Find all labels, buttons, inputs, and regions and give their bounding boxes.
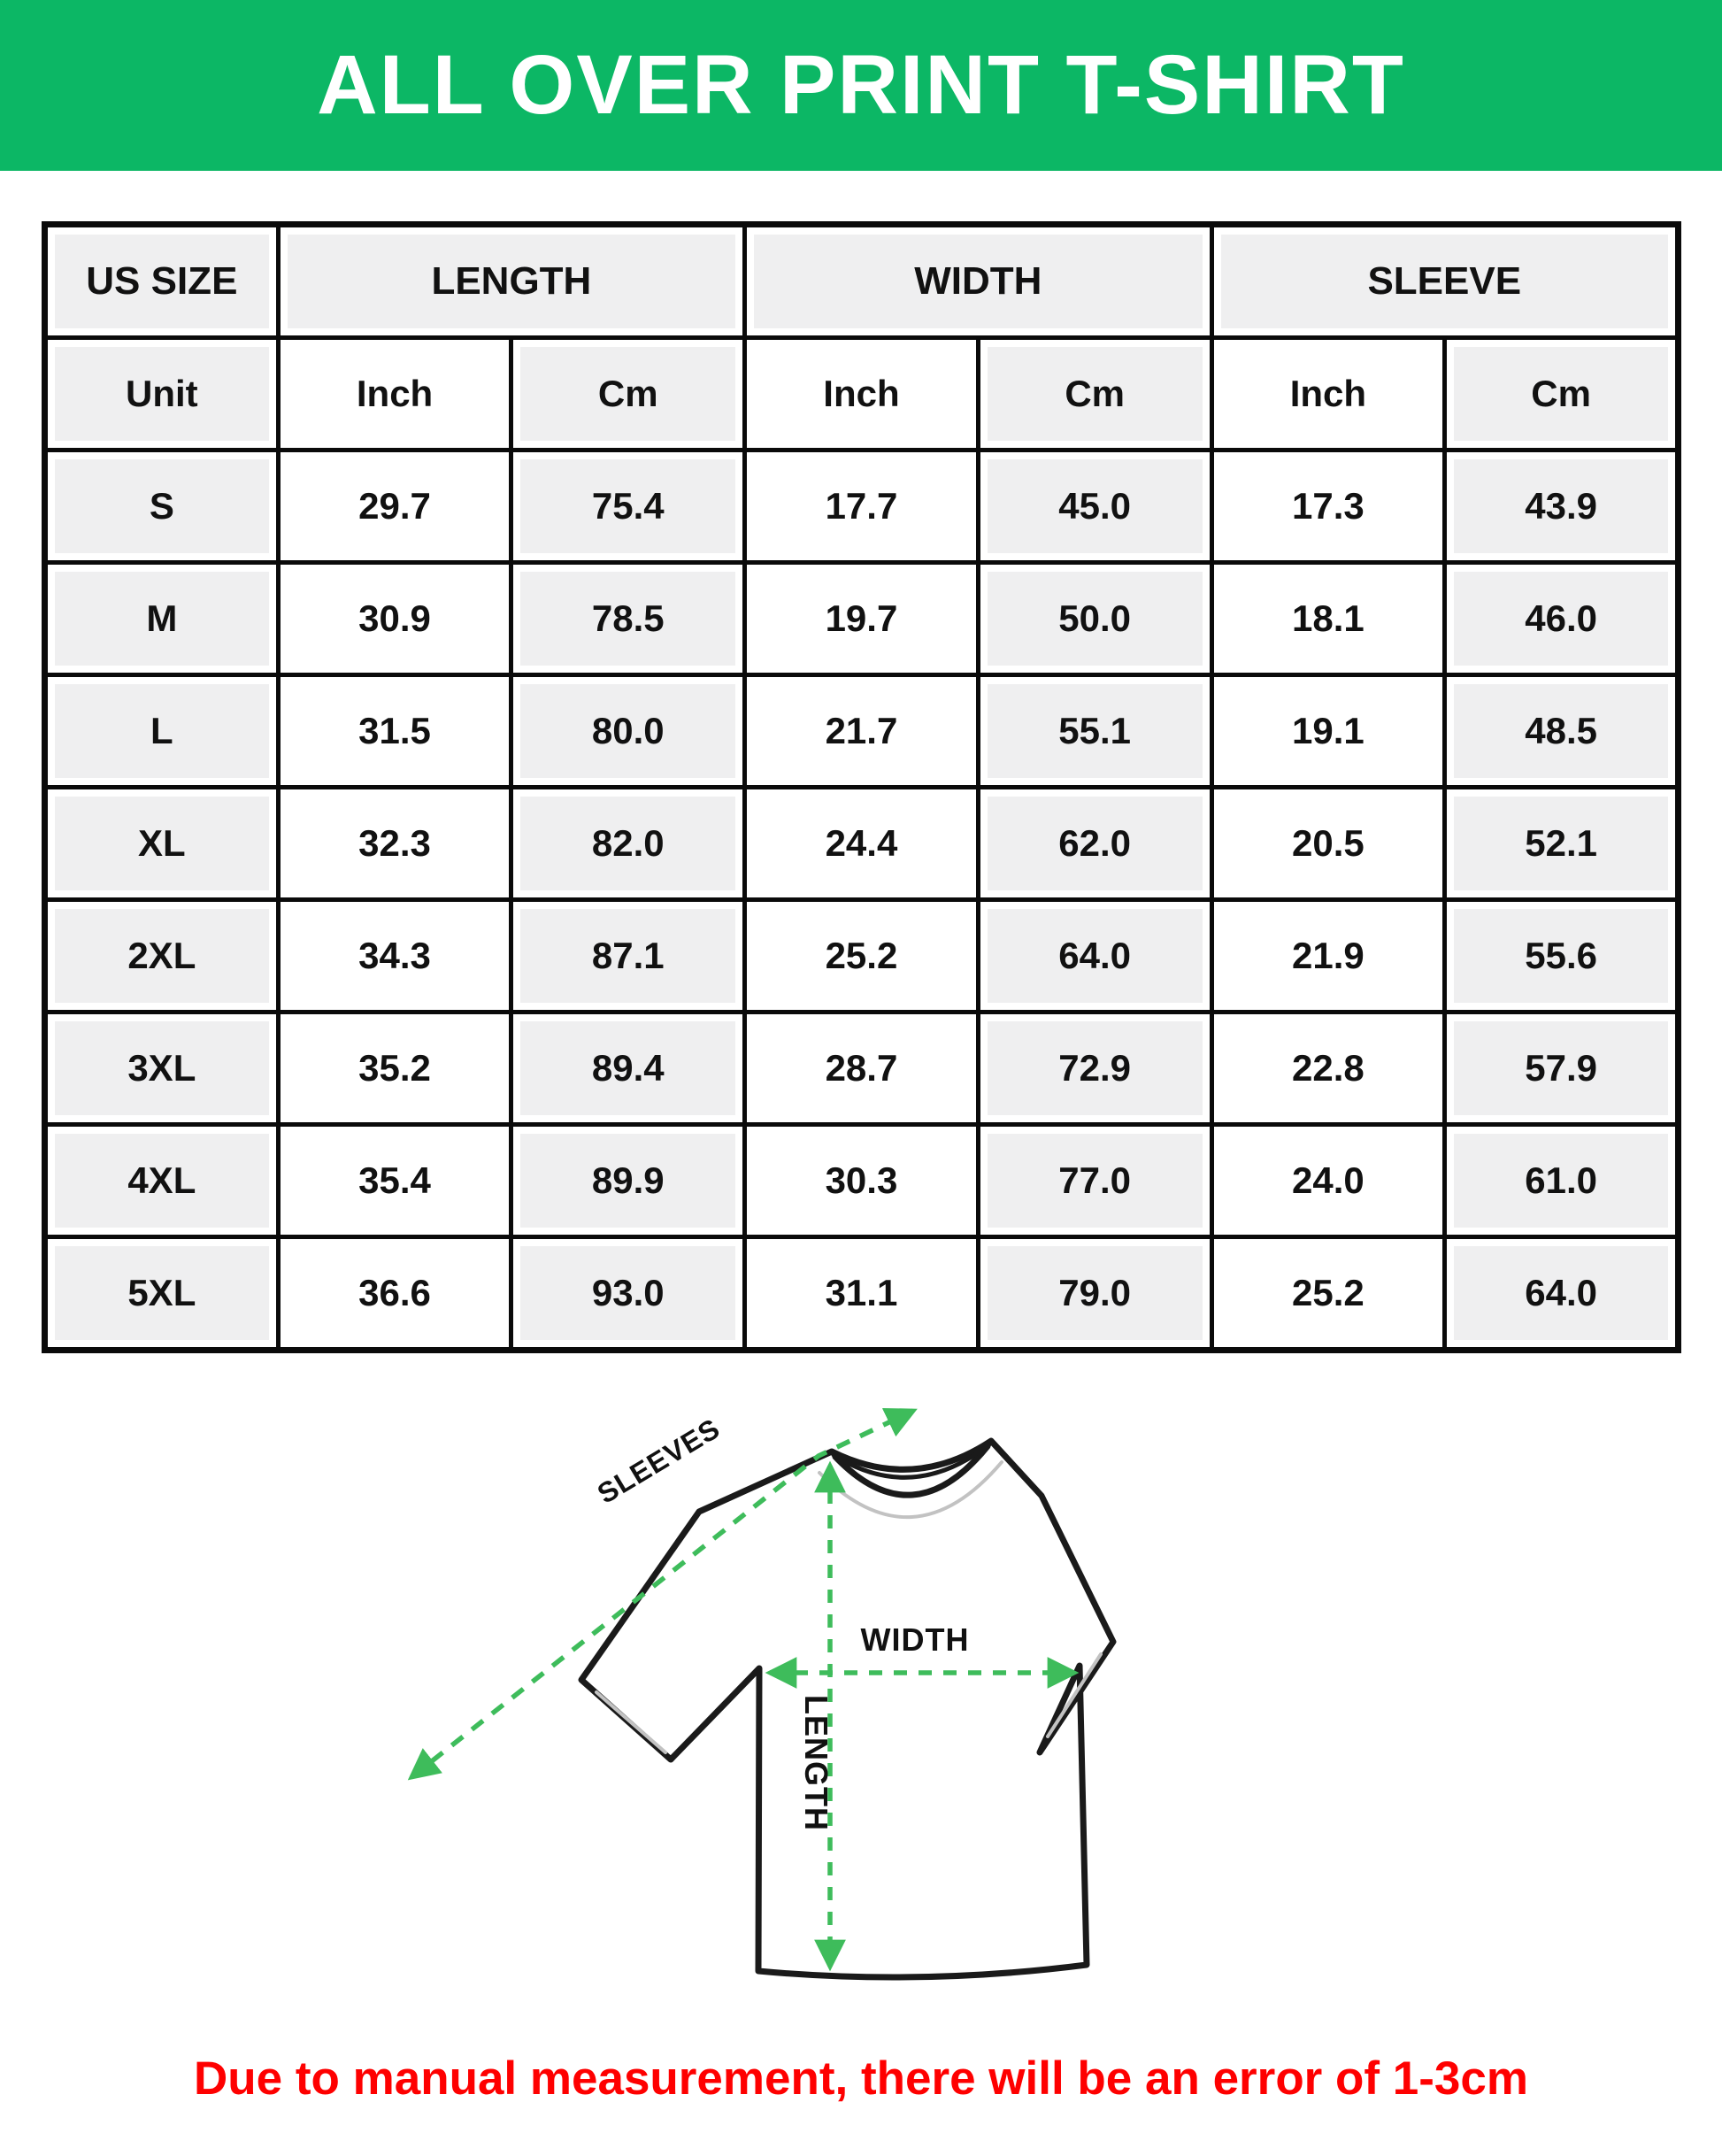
value-cell: 64.0 xyxy=(1445,1237,1679,1351)
value-cell: 48.5 xyxy=(1445,675,1679,788)
value-cell: 35.2 xyxy=(278,1013,511,1125)
value-cell: 17.7 xyxy=(745,450,979,563)
value-cell: 57.9 xyxy=(1445,1013,1679,1125)
value-cell: 25.2 xyxy=(745,900,979,1013)
sleeves-label: SLEEVES xyxy=(591,1412,726,1510)
value-cell: 64.0 xyxy=(978,900,1211,1013)
value-cell: 78.5 xyxy=(511,563,745,675)
unit-cell: Cm xyxy=(511,338,745,450)
value-cell: 82.0 xyxy=(511,788,745,900)
value-cell: 62.0 xyxy=(978,788,1211,900)
value-cell: 25.2 xyxy=(1211,1237,1445,1351)
value-cell: 30.9 xyxy=(278,563,511,675)
value-cell: 22.8 xyxy=(1211,1013,1445,1125)
value-cell: 29.7 xyxy=(278,450,511,563)
value-cell: 18.1 xyxy=(1211,563,1445,675)
value-cell: 89.4 xyxy=(511,1013,745,1125)
page-title: ALL OVER PRINT T-SHIRT xyxy=(317,38,1405,132)
col-header-length: LENGTH xyxy=(278,225,744,338)
value-cell: 50.0 xyxy=(978,563,1211,675)
table-row xyxy=(45,563,1679,675)
value-cell: 30.3 xyxy=(745,1125,979,1237)
title-banner xyxy=(0,0,1722,171)
value-cell: 45.0 xyxy=(978,450,1211,563)
table-row xyxy=(45,1125,1679,1237)
size-cell: XL xyxy=(45,788,279,900)
table-row xyxy=(45,900,1679,1013)
col-header-width: WIDTH xyxy=(745,225,1211,338)
value-cell: 77.0 xyxy=(978,1125,1211,1237)
value-cell: 46.0 xyxy=(1445,563,1679,675)
table-row xyxy=(45,1013,1679,1125)
tshirt-outline xyxy=(581,1441,1113,1977)
size-cell: M xyxy=(45,563,279,675)
value-cell: 87.1 xyxy=(511,900,745,1013)
value-cell: 35.4 xyxy=(278,1125,511,1237)
value-cell: 61.0 xyxy=(1445,1125,1679,1237)
table-row xyxy=(45,675,1679,788)
value-cell: 93.0 xyxy=(511,1237,745,1351)
value-cell: 28.7 xyxy=(745,1013,979,1125)
value-cell: 52.1 xyxy=(1445,788,1679,900)
table-header-row xyxy=(45,225,1679,338)
value-cell: 24.0 xyxy=(1211,1125,1445,1237)
value-cell: 89.9 xyxy=(511,1125,745,1237)
unit-cell: Cm xyxy=(1445,338,1679,450)
unit-row xyxy=(45,338,1679,450)
size-cell: L xyxy=(45,675,279,788)
size-chart xyxy=(42,221,1681,1353)
table-row xyxy=(45,450,1679,563)
unit-cell: Inch xyxy=(745,338,979,450)
size-cell: S xyxy=(45,450,279,563)
value-cell: 72.9 xyxy=(978,1013,1211,1125)
value-cell: 55.1 xyxy=(978,675,1211,788)
unit-label-cell: Unit xyxy=(45,338,279,450)
size-cell: 3XL xyxy=(45,1013,279,1125)
measurement-note: Due to manual measurement, there will be an error of 1-3cm xyxy=(194,2052,1528,2105)
value-cell: 55.6 xyxy=(1445,900,1679,1013)
value-cell: 24.4 xyxy=(745,788,979,900)
col-header-us-size: US SIZE xyxy=(45,225,279,338)
width-label: WIDTH xyxy=(860,1621,970,1658)
value-cell: 34.3 xyxy=(278,900,511,1013)
length-label: LENGTH xyxy=(798,1695,834,1831)
value-cell: 79.0 xyxy=(978,1237,1211,1351)
value-cell: 19.1 xyxy=(1211,675,1445,788)
value-cell: 36.6 xyxy=(278,1237,511,1351)
unit-cell: Inch xyxy=(278,338,511,450)
size-cell: 5XL xyxy=(45,1237,279,1351)
value-cell: 21.7 xyxy=(745,675,979,788)
table-row xyxy=(45,1237,1679,1351)
size-cell: 2XL xyxy=(45,900,279,1013)
value-cell: 17.3 xyxy=(1211,450,1445,563)
col-header-sleeve: SLEEVE xyxy=(1211,225,1678,338)
unit-cell: Inch xyxy=(1211,338,1445,450)
value-cell: 31.1 xyxy=(745,1237,979,1351)
value-cell: 43.9 xyxy=(1445,450,1679,563)
value-cell: 31.5 xyxy=(278,675,511,788)
size-chart-table xyxy=(42,221,1681,1353)
value-cell: 80.0 xyxy=(511,675,745,788)
size-cell: 4XL xyxy=(45,1125,279,1237)
value-cell: 20.5 xyxy=(1211,788,1445,900)
tshirt-diagram xyxy=(372,1381,1310,2089)
unit-cell: Cm xyxy=(978,338,1211,450)
value-cell: 21.9 xyxy=(1211,900,1445,1013)
value-cell: 32.3 xyxy=(278,788,511,900)
table-row xyxy=(45,788,1679,900)
value-cell: 75.4 xyxy=(511,450,745,563)
value-cell: 19.7 xyxy=(745,563,979,675)
